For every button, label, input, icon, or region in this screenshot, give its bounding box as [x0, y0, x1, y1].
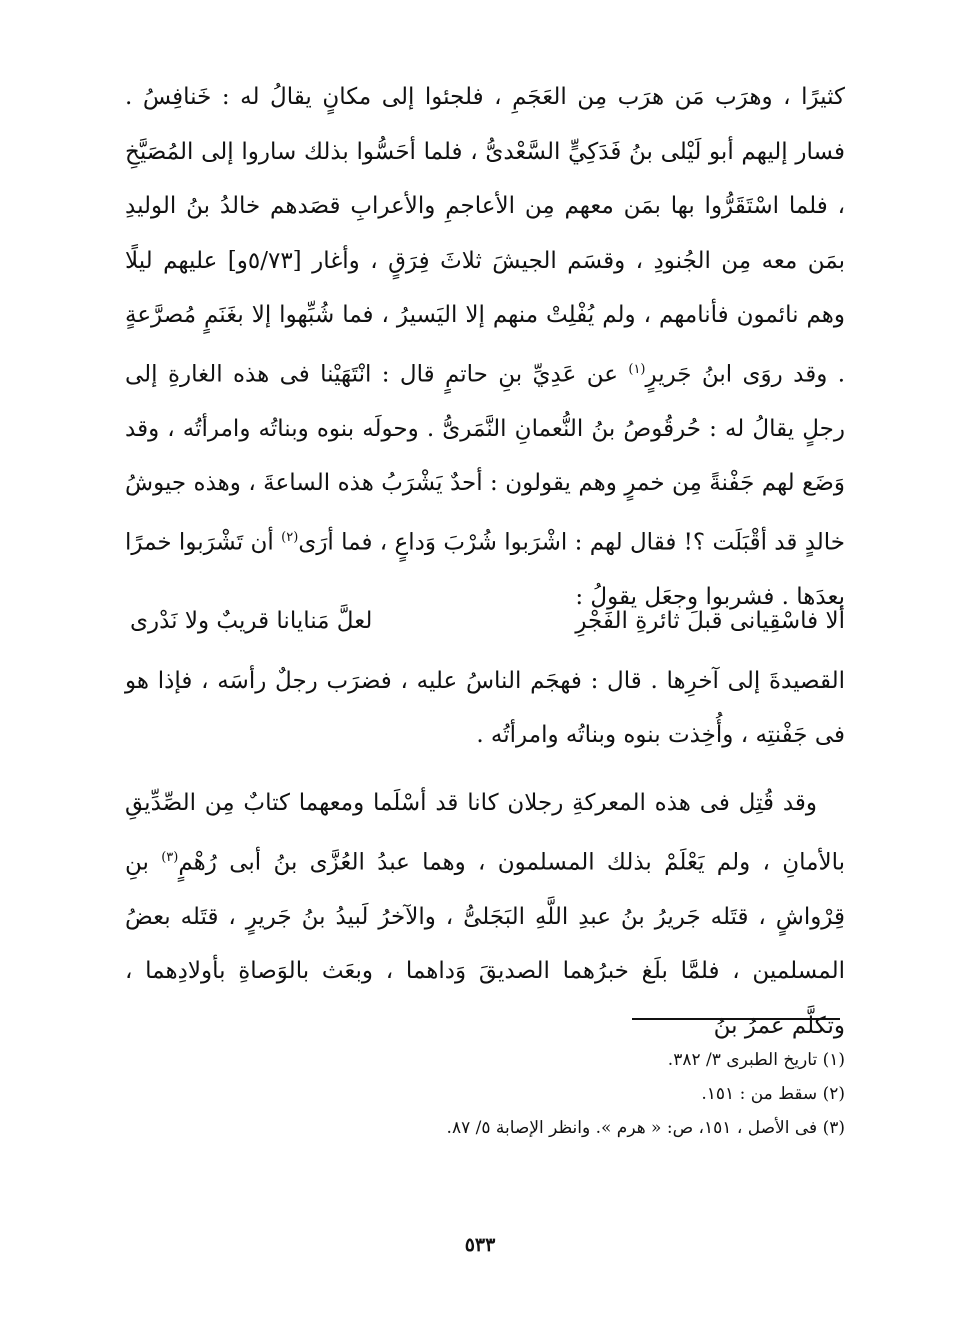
footnote-3: (٣) فى الأصل ، ١٥١، ص: « هرم ». وانظر الإصابة ٥/ ٨٧. — [446, 1118, 845, 1138]
paragraph-3: القصيدةَ إلى آخرِها . قال : فهجَم الناسُ عليه ، فضرَب رجلٌ رأسَه ، فإذا هو فى جَفْنتِه ، وأُخِذت بنوه وبناتُه وامرأتُه . — [125, 668, 845, 748]
paragraph-4-text-a: وقد قُتِل فى هذه المعركةِ رجلان كانا قد أسْلَما ومعهما كتابٌ مِن الصِّدِّيقِ بالأمانِ ، ولم يَعْلَمْ بذلك المسلمون ، وهما عبدُ العُزَّى بنُ أبى رُهْمٍ — [125, 790, 845, 876]
paragraph-1-end: أن تَشْرَبوا خمرًا بعدَها . فشربوا وجعَل يقولُ : — [125, 529, 845, 610]
paragraph-4-block — [125, 776, 845, 1053]
footnote-1: (١) تاريخ الطبرى ٣/ ٣٨٢. — [667, 1050, 845, 1070]
main-text-block — [125, 70, 845, 624]
footnote-2: (٢) سقط من : ١٥١. — [701, 1084, 845, 1104]
paragraph-1-continued: عن عَدِيِّ بنِ حاتمٍ قال : انْتَهَيْنا فى هذه الغارةِ إلى رجلٍ يقالُ له : حُرقُوصُ بنُ النُّعمانِ النَّمَرىُّ . وحولَه بنوه وبناتُه وامرأتُه ، وقد وَضَع لهم جَفْنةً مِن خمرٍ وهم يقولون : أحدٌ يَشْرَبُ هذه الساعةَ ، وهذه جيوشُ خالدٍ قد أقْبَلَت ؟! فقال لهم : اشْرَبوا شُرْبَ وَداعٍ ، فما أرَى — [125, 361, 846, 556]
footnote-ref-3[interactable]: (٣) — [161, 849, 179, 865]
footnote-ref-2[interactable]: (٢) — [281, 529, 299, 545]
footnote-separator — [632, 1018, 840, 1020]
paragraph-1-text: كثيرًا ، وهرَب مَن هرَب مِن العَجَمِ ، فلجئوا إلى مكانٍ يقالُ له : خَنافِسُ . فسار إليهم أبو لَيْلى بنُ فَدَكِيٍّ السَّعْدىُّ ، فلما أحَسُّوا بذلك ساروا إلى المُصَيَّخِ ، فلما اسْتَقَرُّوا بها بمَن معهم مِن الأعاجمِ والأعرابِ قصَدهم خالدُ بنُ الوليدِ بمَن معه مِن الجُنودِ ، وقسَم الجيشَ ثلاثَ فِرَقٍ ، وأغار [٥/٧٣و] عليهم ليلًا وهم نائمون فأنامهم ، ولم يُفْلِتْ منهم إلا اليَسيرُ ، فما شُبِّهوا إلا بغَنَمٍ مُصرَّعةٍ . وقد روَى ابنُ جَريرٍ — [125, 84, 846, 388]
page-number: ٥٣٣ — [464, 1234, 496, 1256]
paragraph-3-block — [125, 654, 845, 762]
footnotes — [300, 1043, 845, 1145]
footnote-ref-1[interactable]: (١) — [628, 361, 646, 377]
poetry-verse — [130, 608, 845, 634]
verse-first-hemistich: ألا فاسْقِيانى قبلَ ثائرةِ الفَجْرِ — [575, 608, 845, 634]
paragraph-4 — [125, 776, 845, 1053]
paragraph-4-text-b: بنِ قِرْواشٍ ، قتَله جَريرُ بنُ عبدِ اللَّهِ البَجَلىُّ ، والآخرُ لَبيدُ بنُ جَريرٍ ، قتَله بعضُ المسلمين ، فلمَّا بلَغ خبرُهما الصديقَ وَداهما ، وبعَث بالوَصاةِ بأولادِهما ، وتكلَّم عمرُ بنُ — [125, 849, 845, 1039]
paragraph-1 — [125, 70, 845, 624]
verse-second-hemistich: لعلَّ مَنايانا قريبٌ ولا نَدْرى — [130, 608, 373, 634]
